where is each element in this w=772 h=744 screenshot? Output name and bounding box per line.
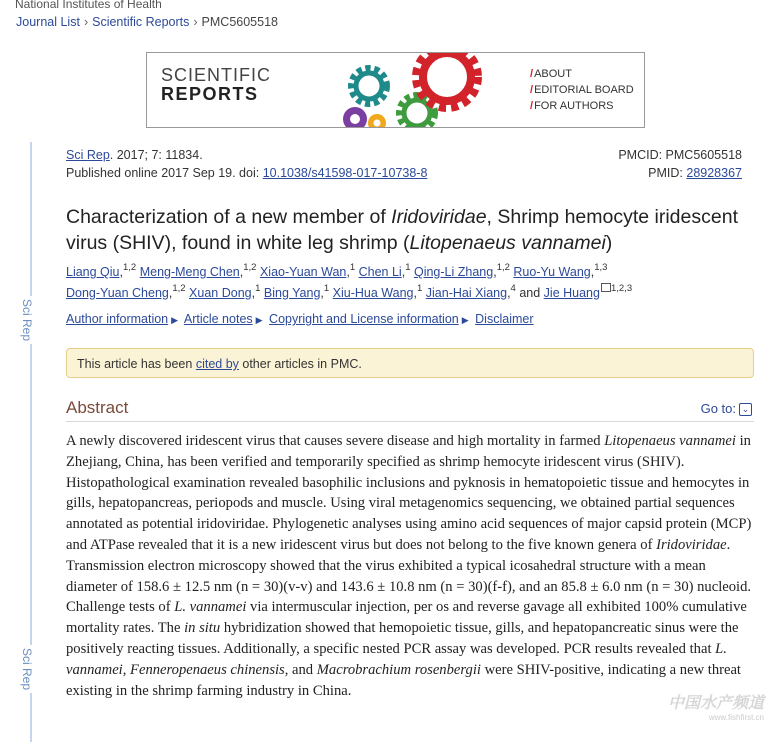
watermark [668,690,764,722]
side-journal-label[interactable]: Sci Rep [20,645,34,693]
author-affiliation[interactable]: 1,2 [172,283,186,294]
author-affiliation[interactable]: 1 [416,283,423,294]
citation-details: . 2017; 7: 11834. [109,148,203,162]
author-link[interactable]: Qing-Li Zhang [413,265,494,279]
nih-header[interactable]: National Institutes of Health [15,0,162,11]
banner-link-about[interactable]: /ABOUT [530,68,572,80]
logo-line-2: REPORTS [161,84,259,104]
author-affiliation[interactable]: 1 [255,283,261,294]
journal-logo[interactable] [161,66,271,104]
pmid-link[interactable]: 28928367 [686,166,742,180]
author-link[interactable]: Xiu-Hua Wang [332,286,414,300]
author-list: Liang Qiu,$^{1,2}$ Meng-Meng Chen,$^{1,2}$ Xiao-Yuan Wan,$^1$ Chen Li,$^1$ Qing-Li Zhang,$^{1,2}$ Ruo-Yu Wang,$^{1,3}$ Dong-Yuan Cheng,$^{1,2}$ Xuan Dong,$^1$ Bing Yang,$^1$ Xiu-Hua Wang,$^1$ Jian-Hai Xiang,$^4$ and Jie Huang $^{1,2,3}$ [66,262,633,300]
banner-links [530,66,634,114]
published-date: Published online 2017 Sep 19. doi: [66,166,263,180]
pmid-label: PMID: [648,166,687,180]
author-affiliation[interactable]: 1,2 [496,262,510,273]
breadcrumb-current: PMC5605518 [201,15,278,29]
abstract-text: A newly discovered iridescent virus that causes severe disease and high mortality in farmed Litopenaeus vannamei in Zhejiang, China, has been verified and temporarily specified as shrimp hemocyte iridescent virus (SHIV). Histopathological examination revealed basophilic inclusions and pyknosis in hematopoietic tissue and hemocytes in gills, hepatopancreas, periopods and muscle. Using viral metagenomics sequencing, we obtained partial sequences annotated as potential iridoviridae. Phylogenetic analyses using amino acid sequences of major capsid protein (MCP) and ATPase revealed that it is a new iridescent virus but does not belong to the five known genera of Iridoviridae. Transmission electron microscopy showed that the virus exhibited a typical icosahedral structure with a mean diameter of 158.6 ± 12.5 nm (n = 30)(v-v) and 143.6 ± 10.8 nm (n = 30)(f-f), and an 85.8 ± 6.0 nm (n = 30) nucleoid. Challenge tests of L. vannamei via intermuscular injection, per os and reverse gavage all exhibited 100% cumulative mortality rates. The in situ hybridization showed that hemopoietic tissue, gills, and hepatopancreatic sinus were the positively reacting tissues. Additionally, a specific nested PCR assay was developed. PCR results revealed that L. vannamei, Fenneropenaeus chinensis, and Macrobrachium rosenbergii were SHIV-positive, indicating a new threat existing in the shrimp farming industry in China. [66,433,752,699]
gear-orange-icon [368,114,386,127]
author-affiliation[interactable]: 4 [510,283,516,294]
breadcrumb [16,15,278,29]
gear-purple-icon [343,107,367,127]
logo-line-1: SCIENTIFIC [161,65,272,85]
cited-by-link[interactable]: cited by [195,357,239,371]
journal-banner[interactable] [146,52,645,128]
author-link[interactable]: Xiao-Yuan Wan [259,265,347,279]
gear-teal-icon [352,69,386,103]
breadcrumb-journal-list[interactable]: Journal List [16,15,80,29]
breadcrumb-separator: › [83,15,89,29]
author-link[interactable]: Meng-Meng Chen [139,265,240,279]
article-title: Characterization of a new member of Iridoviridae, Shrimp hemocyte iridescent virus (SHIV), found in white leg shrimp (Litopenaeus vannamei) [66,206,738,254]
disclaimer-link[interactable]: Disclaimer [475,312,534,326]
author-affiliation[interactable]: 1,2,3 [610,283,633,294]
divider [66,421,754,422]
author-information-toggle[interactable]: Author information [66,312,169,326]
authors-and: and [519,286,541,300]
banner-link-editorial-board[interactable]: /EDITORIAL BOARD [530,84,634,96]
article-info-links [66,312,534,326]
citation-info [66,146,427,182]
chevron-down-icon[interactable]: ⌄ [739,403,752,416]
author-link[interactable]: Chen Li [358,265,402,279]
author-affiliation[interactable]: 1 [405,262,411,273]
side-journal-label[interactable]: Sci Rep [20,296,34,344]
author-affiliation[interactable]: 1,2 [123,262,137,273]
doi-link[interactable]: 10.1038/s41598-017-10738-8 [262,166,428,180]
author-affiliation[interactable]: 1 [323,283,330,294]
author-link[interactable]: Jian-Hai Xiang [425,286,508,300]
journal-link[interactable]: Sci Rep [66,148,110,162]
author-link[interactable]: Jie Huang [543,286,600,300]
pmcid: PMCID: PMC5605518 [618,148,742,162]
expand-arrow-icon: ▶ [255,315,263,325]
author-affiliation[interactable]: 1,3 [594,262,608,273]
author-link[interactable]: Xuan Dong [189,286,252,300]
expand-arrow-icon: ▶ [171,315,179,325]
gears-graphic [277,53,527,127]
article-notes-toggle[interactable]: Article notes [183,312,253,326]
author-affiliation[interactable]: 1 [349,262,356,273]
author-link[interactable]: Ruo-Yu Wang [513,265,591,279]
watermark-text: 中国水产频道 [667,695,764,712]
author-link[interactable]: Dong-Yuan Cheng [66,286,169,300]
author-link[interactable]: Bing Yang [263,286,321,300]
goto-menu[interactable]: Go to: ⌄ [701,401,752,416]
breadcrumb-separator: › [193,15,198,29]
watermark-url: www.fishfirst.cn [708,713,764,722]
article-ids [618,146,742,182]
author-affiliation[interactable]: 1,2 [243,262,257,273]
copyright-license-toggle[interactable]: Copyright and License information [269,312,459,326]
email-icon[interactable] [601,283,611,292]
abstract-heading: Abstract [66,398,129,417]
expand-arrow-icon: ▶ [461,315,469,325]
author-link[interactable]: Liang Qiu [66,265,120,279]
cited-by-notice: This article has been cited by other articles in PMC. [66,348,754,378]
breadcrumb-scientific-reports[interactable]: Scientific Reports [92,15,190,29]
banner-link-for-authors[interactable]: /FOR AUTHORS [530,100,614,112]
